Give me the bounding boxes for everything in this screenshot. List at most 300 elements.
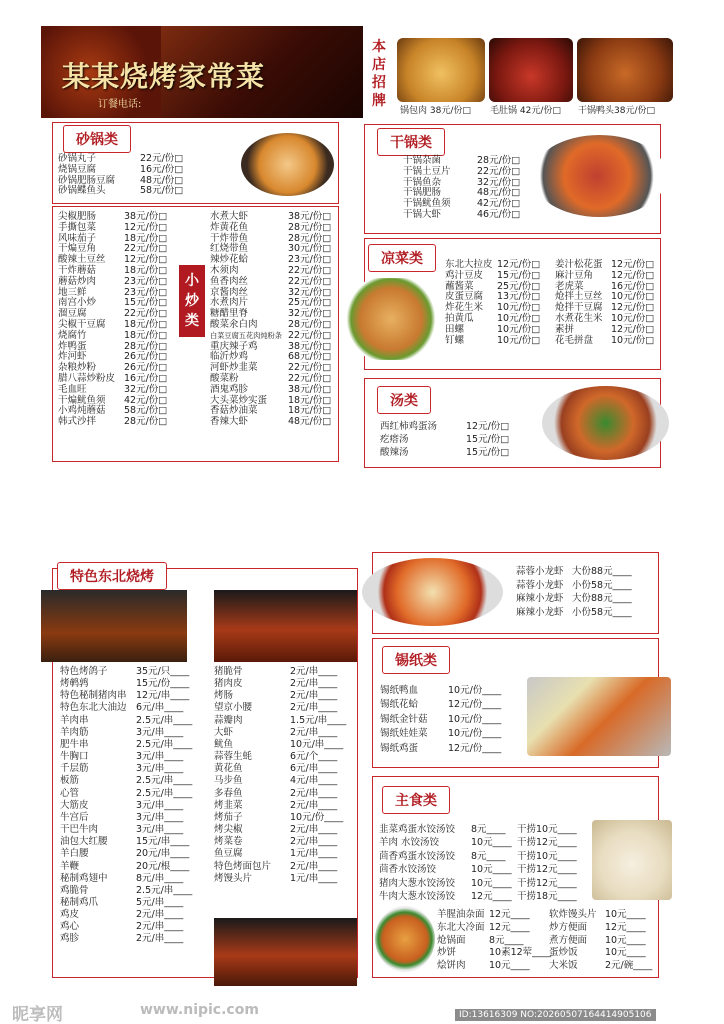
menu-item-price: 23元/份□ [288,254,332,266]
menu-item-name: 牛胸口 [60,751,89,763]
menu-item-name: 鱼香肉丝 [210,275,249,287]
menu-item-price: 22元/份□ [477,165,521,177]
menu-item [60,727,192,739]
menu-item-price: 12元/份□ [124,254,168,266]
menu-item-price: 35元/只____ [136,666,190,677]
liangcai-title: 凉菜类 [368,244,436,272]
menu-item-price: 小份58元____ [572,579,632,591]
menu-item-price: 10元/份____ [448,728,502,740]
menu-item-price: 32元/份□ [288,286,332,298]
menu-item [60,848,192,860]
menu-item-name: 烤韭菜 [214,799,243,811]
xizhi-list [380,684,501,756]
menu-item-name: 肥牛串 [60,738,89,750]
xizhi-photo [527,677,671,756]
menu-item-price: 12元____ [489,921,530,933]
menu-item [214,824,346,836]
menu-item-name: 毛血旺 [58,383,87,395]
menu-item-name: 炒饼 [437,947,457,959]
menu-item-price: 28元/份□ [124,416,168,428]
menu-item-price: 3元/串____ [136,824,184,836]
menu-item [214,690,346,702]
menu-item-name: 特色烤面包片 [214,860,272,872]
menu-item [58,277,167,288]
menu-item [58,186,183,197]
menu-item-price: 20元/串____ [136,848,190,860]
menu-item-price: 8元____ [489,934,524,946]
menu-item [60,690,192,702]
featured-item: 干锅鸭头38元/份□ [578,106,655,116]
shaokao-photo-left [41,590,187,662]
menu-item-price: 26元/份□ [124,351,168,363]
menu-item [214,848,346,860]
menu-item-name: 烧锅豆腐 [58,163,97,175]
featured-photo-3 [577,38,673,102]
menu-item-name: 茴香鸡蛋水饺汤饺 [379,850,456,862]
shaokao-photo-bottom [214,918,357,986]
menu-item-price: 10元/份□ [611,291,655,303]
menu-item [60,678,192,690]
xiaochao-list-left [58,212,167,428]
zhushi-list-far [549,909,652,973]
menu-item-name: 小鸡炖蘑菇 [58,405,106,417]
zhushi-noodle-photo [375,906,435,972]
menu-item [210,417,331,428]
menu-item-name: 蘸酱菜 [445,280,474,292]
menu-item [58,417,167,428]
menu-item [58,331,167,342]
menu-item-price: 13元/份□ [497,291,541,303]
menu-item-name: 特色东北大油边 [60,702,127,714]
menu-item-price: 8元____ [471,824,506,835]
menu-item-price: 6元/串____ [136,702,184,714]
menu-item-name: 望京小腰 [214,702,253,714]
menu-item-name: 钉螺 [445,334,465,346]
menu-item-price: 6元/个____ [290,751,338,763]
menu-item-name: 河虾炒韭菜 [210,362,258,374]
menu-item [379,877,512,890]
menu-item-price: 10元/份____ [290,811,344,823]
menu-item [516,565,632,579]
menu-item-name: 羊白腰 [60,848,89,860]
menu-item-name: 锡纸娃娃菜 [380,728,428,740]
menu-item [549,922,652,935]
menu-item-name: 麻辣小龙虾 [516,606,564,618]
menu-item-name: 木须肉 [210,264,239,276]
menu-item-name: 炝拌土豆丝 [555,291,603,303]
menu-item [380,684,501,698]
menu-item-price: 2元/碗____ [605,960,653,972]
menu-item-price: 2元/串____ [136,933,184,945]
menu-item-name: 姜汁松花蛋 [555,259,603,270]
shaokao-list-right [214,666,346,885]
menu-item-name: 马步鱼 [214,775,243,787]
menu-item [60,885,192,897]
zhushi-list-left [379,823,512,903]
menu-item-name: 大筋皮 [60,799,89,811]
menu-item-price: 25元/份□ [497,280,541,292]
menu-item-price: 16元/份□ [124,372,168,384]
menu-item-name: 蘑菇炒肉 [58,275,97,287]
menu-item-price: 1元/串____ [290,848,338,860]
menu-item-price: 5元/串____ [136,896,184,908]
menu-item [214,678,346,690]
menu-item-name: 炝拌干豆腐 [555,302,603,314]
menu-item [60,812,192,824]
menu-item: 干捞12元____ [517,837,577,849]
menu-item-name: 鱿鱼 [214,738,234,750]
menu-item [380,742,501,756]
menu-item-name: 炸河虾 [58,351,87,363]
shaokao-photo-right [214,590,357,662]
menu-item-price: 12元/份□ [466,421,510,432]
menu-item-name: 烤肠 [214,690,234,702]
menu-item [60,836,192,848]
menu-item [437,935,551,948]
menu-item-name: 酸辣土豆丝 [58,254,106,266]
shaguo-title: 砂锅类 [63,125,131,153]
menu-item [60,824,192,836]
menu-item [58,385,167,396]
menu-item-name: 牛肉大葱水饺汤饺 [379,891,456,903]
menu-item-price: 15元/份□ [466,434,510,445]
menu-item [210,223,331,234]
menu-item-price: 12元/份□ [611,259,655,270]
menu-item [380,727,501,741]
zhushi-dumpling-photo [592,820,672,900]
menu-item-name: 炸黄花鱼 [210,221,249,233]
menu-item-price: 42元/份□ [477,198,521,210]
menu-item-price: 2.5元/串____ [136,884,193,896]
menu-item [214,836,346,848]
menu-item-price: 26元/份□ [124,362,168,374]
menu-item [403,167,520,178]
menu-item-name: 炒方便面 [549,921,588,933]
menu-item-price: 10元/份□ [611,334,655,346]
menu-item-name: 烤菜卷 [214,836,243,848]
ganguo-list [403,156,520,221]
menu-item-name: 鸡胗 [60,933,80,945]
menu-item [437,960,551,973]
menu-item-name: 煮方便面 [549,934,588,946]
liangcai-list-left [445,260,540,346]
menu-item-name: 干煸豆角 [58,243,97,255]
menu-item [549,909,652,922]
menu-item-name: 板筋 [60,775,80,787]
menu-item-price: 16元/份□ [140,163,184,175]
menu-item [380,698,501,712]
menu-item-name: 蒜蓉小龙虾 [516,579,564,591]
menu-item-name: 辣炒花蛤 [210,254,249,266]
menu-item-name: 白菜豆腐五花肉炖粉条 [210,330,282,340]
menu-item-price: 28元/份□ [288,221,332,233]
menu-item-name: 砂锅丸子 [58,153,97,164]
menu-item [380,433,509,446]
menu-item-price: 48元/份□ [477,187,521,199]
menu-item-price: 10元____ [489,960,530,972]
shaokao-list-left [60,666,192,946]
menu-item-price: 12元____ [471,891,512,903]
menu-item-price: 15元/份□ [466,447,510,458]
menu-item-name: 尖椒肥肠 [58,211,97,222]
menu-item-price: 10元____ [471,877,512,889]
menu-item-name: 炸鸭蛋 [58,340,87,352]
menu-item-price: 10元/份□ [497,334,541,346]
menu-item-name: 干锅杂菌 [403,155,442,166]
menu-item-name: 干炸蘑菇 [58,264,97,276]
menu-item-name: 酒鬼鸡胗 [210,383,249,395]
menu-item [445,325,540,336]
menu-item-name: 鸡心 [60,921,80,933]
menu-item-price: 2元/串____ [290,824,338,836]
menu-item-name: 蛋炒饭 [549,947,578,959]
menu-item [549,947,652,960]
menu-item [555,271,654,282]
menu-item [60,666,192,678]
menu-item-price: 2.5元/串____ [136,787,193,799]
menu-item-name: 手撕包菜 [58,221,97,233]
menu-item [379,890,512,903]
menu-item-price: 2元/串____ [290,787,338,799]
menu-item-price: 大份88元____ [572,593,632,604]
phone-label: 订餐电话: [98,99,142,110]
menu-item-price: 16元/份□ [611,280,655,292]
menu-item-price: 8元/串____ [136,872,184,884]
menu-item [516,592,632,606]
menu-item [210,331,331,342]
menu-item-name: 黄花鱼 [214,763,243,775]
menu-item-name: 烤茄子 [214,811,243,823]
menu-item-price: 25元/份□ [288,297,332,309]
menu-item-price: 12元/份□ [611,269,655,281]
menu-item-name: 干锅大虾 [403,208,442,220]
menu-item-price: 22元/份□ [288,362,332,374]
featured-item: 毛肚锅 42元/份□ [490,106,561,116]
menu-item [379,836,512,849]
menu-item-name: 酸辣汤 [380,447,409,458]
menu-item [379,863,512,876]
menu-item-price: 22元/份□ [288,264,332,276]
menu-item-name: 东北大拉皮 [445,259,493,270]
menu-item-price: 2元/串____ [290,678,338,690]
menu-item-name: 水煮花生米 [555,312,603,324]
image-id: ID:13616309 NO:20260507164414905106 [455,1009,656,1021]
menu-item-name: 干炸带鱼 [210,232,249,244]
menu-item [214,715,346,727]
menu-item-name: 秘制鸡翅中 [60,872,108,884]
menu-item-price: 22元/份□ [288,372,332,384]
menu-item-price: 22元/份□ [140,153,184,164]
menu-item-price: 22元/份□ [124,308,168,320]
menu-item [60,763,192,775]
menu-item-name: 田螺 [445,323,465,335]
menu-item-price: 10元____ [471,864,512,876]
menu-item-price: 3元/串____ [136,751,184,763]
menu-item [214,800,346,812]
menu-item-price: 10元/份□ [497,302,541,314]
menu-item-name: 香辣大虾 [210,416,249,428]
menu-item-price: 46元/份□ [477,208,521,220]
menu-item-name: 烤尖椒 [214,824,243,836]
menu-item [214,727,346,739]
menu-item-price: 8元____ [471,850,506,862]
menu-item-name: 心管 [60,787,80,799]
menu-item-price: 4元/串____ [290,775,338,787]
menu-item-name: 锡纸花蛤 [380,699,419,711]
menu-item [214,788,346,800]
menu-item [60,861,192,873]
menu-item-price: 28元/份□ [477,155,521,166]
menu-item [60,788,192,800]
menu-item [214,763,346,775]
menu-item-price: 12元/份____ [448,699,502,711]
menu-item-name: 猪肉大葱水饺汤饺 [379,877,456,889]
menu-item-name: 烤馒头片 [214,872,253,884]
menu-item-name: 酸菜氽白肉 [210,318,258,330]
menu-item-name: 砂锅肥肠豆腐 [58,174,116,186]
menu-item [214,873,346,885]
menu-item [210,277,331,288]
menu-item: 干捞18元____ [517,891,577,903]
menu-item-price: 18元/份□ [124,329,168,341]
menu-item [549,960,652,973]
menu-item-price: 10元____ [471,837,512,849]
menu-item-price: 18元/份□ [124,264,168,276]
menu-item-price: 12元/份□ [611,302,655,314]
featured-tag: 本 店 招 牌 [372,39,386,109]
menu-item-price: 12元/份____ [448,742,502,754]
menu-item-name: 地三鲜 [58,286,87,298]
menu-item-name: 鱼豆腐 [214,848,243,860]
menu-item-price: 68元/份□ [288,351,332,363]
menu-item-name: 秘制鸡爪 [60,896,99,908]
zhushi-title: 主食类 [382,786,450,814]
menu-item-name: 杂粮炒粉 [58,362,97,374]
menu-item [214,861,346,873]
featured-photo-2 [489,38,573,102]
menu-item [214,702,346,714]
menu-item-price: 小份58元____ [572,606,632,618]
menu-item-price: 2元/串____ [290,726,338,738]
menu-item-name: 千层筋 [60,763,89,775]
menu-item-price: 2元/串____ [290,799,338,811]
menu-item-name: 烧腐竹 [58,329,87,341]
menu-item-name: 重庆辣子鸡 [210,340,258,352]
menu-item [380,713,501,727]
menu-item-name: 干锅鱿鱼须 [403,198,451,210]
menu-item-name: 炝锅面 [437,934,466,946]
menu-item-name: 尖椒干豆腐 [58,318,106,330]
menu-item-name: 油包大红腰 [60,836,108,848]
menu-item-price: 大份88元____ [572,566,632,577]
featured-photo-1 [397,38,485,102]
menu-item [58,165,183,176]
menu-item-price: 18元/份□ [288,394,332,406]
shaokao-title: 特色东北烧烤 [57,562,167,590]
menu-item-price: 10素12荤____ [489,947,552,959]
menu-item: 干捞10元____ [517,824,577,835]
menu-item: 干捞12元____ [517,864,577,876]
menu-item-price: 23元/份□ [124,275,168,287]
menu-item [445,271,540,282]
menu-item [437,947,551,960]
menu-item-name: 干锅土豆片 [403,165,451,177]
menu-item-name: 鸡皮 [60,909,80,921]
menu-item-price: 10元/份____ [448,685,502,696]
menu-item-price: 15元/份____ [136,678,190,690]
menu-item-name: 羊肉 水饺汤饺 [379,837,440,849]
menu-item-price: 2.5元/串____ [136,738,193,750]
menu-item-name: 蒜瓣肉 [214,714,243,726]
longxia-list [516,565,632,619]
menu-item-name: 麻辣小龙虾 [516,593,564,604]
menu-item-name: 溜豆腐 [58,308,87,320]
menu-item-price: 3元/串____ [136,811,184,823]
menu-item-price: 10元____ [605,947,646,959]
menu-item [437,922,551,935]
menu-item [60,873,192,885]
menu-item-name: 牛宫后 [60,811,89,823]
menu-item-price: 1.5元/串____ [290,714,347,726]
menu-item-name: 拍黄瓜 [445,312,474,324]
menu-item [210,385,331,396]
menu-item-price: 48元/份□ [288,416,332,428]
menu-item [214,775,346,787]
menu-item-price: 2元/串____ [290,860,338,872]
menu-item: 干捞12元____ [517,877,577,889]
tang-photo [542,386,669,460]
menu-item-name: 风味茄子 [58,232,97,244]
menu-item-price: 15元/份□ [124,297,168,309]
menu-item-price: 15元/串____ [136,836,190,848]
menu-item-name: 素拼 [555,323,575,335]
menu-item [60,715,192,727]
menu-item [555,336,654,347]
menu-item-name: 烩饼肉 [437,960,466,972]
menu-item-name: 东北大冷面 [437,921,485,933]
menu-item-name: 韭菜鸡蛋水饺汤饺 [379,824,456,835]
menu-item-name: 特色秘制猪肉串 [60,690,127,702]
menu-item-price: 2元/串____ [290,666,338,677]
menu-item-name: 软炸馒头片 [549,909,597,920]
menu-item-name: 干煸鱿鱼须 [58,394,106,406]
menu-item-price: 12元/串____ [136,690,190,702]
menu-item-name: 老虎菜 [555,280,584,292]
menu-item-price: 38元/份□ [288,383,332,395]
menu-item [516,579,632,593]
menu-item-price: 10元____ [605,909,646,920]
menu-item-name: 炸花生米 [445,302,484,314]
menu-item-price: 3元/串____ [136,726,184,738]
menu-item [555,325,654,336]
watermark-logo: 昵享网 [12,1005,63,1024]
menu-item [437,909,551,922]
menu-item-price: 22元/份□ [124,243,168,255]
menu-item-price: 2元/串____ [290,702,338,714]
menu-item-name: 羊肉筋 [60,726,89,738]
menu-item-name: 疙瘩汤 [380,434,409,445]
menu-item-name: 鸡汁豆皮 [445,269,484,281]
menu-item-price: 3元/串____ [136,763,184,775]
liangcai-photo [345,278,437,360]
menu-item-price: 28元/份□ [124,340,168,352]
xiaochao-tag: 小 炒 类 [179,265,205,337]
menu-item-name: 香菇炒油菜 [210,405,258,417]
menu-item-price: 2元/串____ [290,690,338,702]
menu-item-name: 鸡脆骨 [60,884,89,896]
menu-item-name: 红烧带鱼 [210,243,249,255]
menu-item-name: 京酱肉丝 [210,286,249,298]
